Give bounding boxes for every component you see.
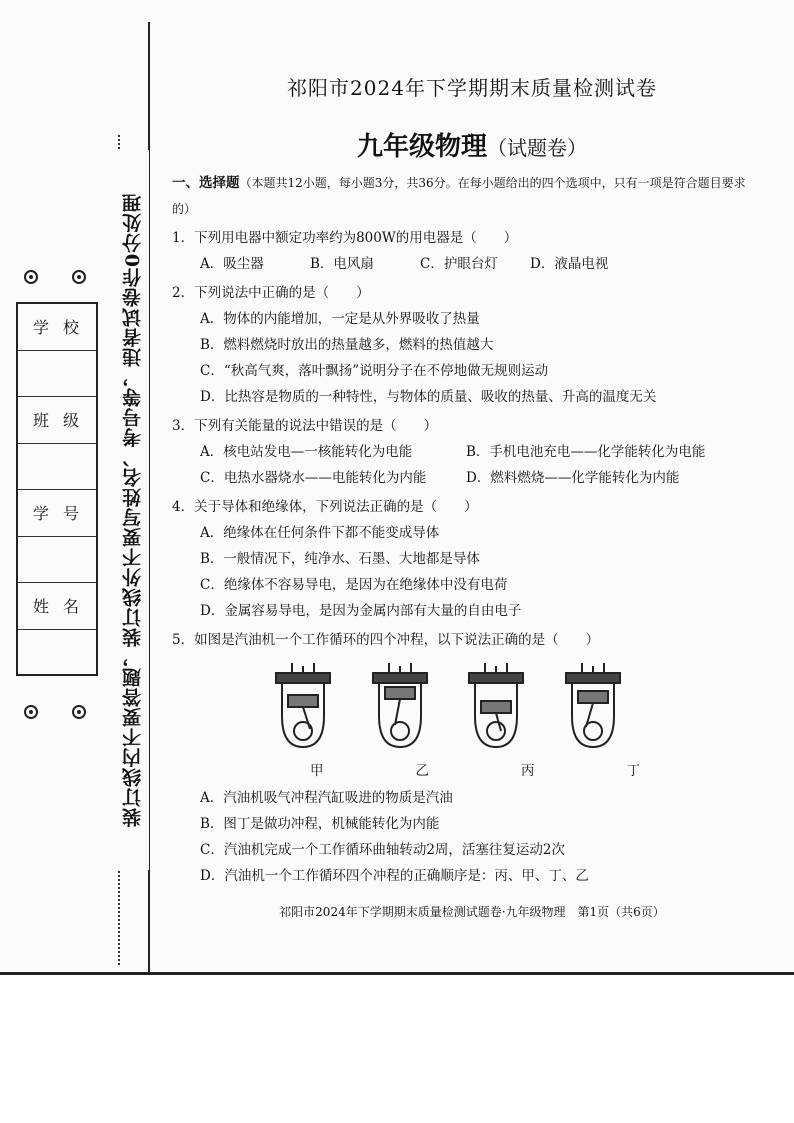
figure-captions bbox=[310, 761, 640, 781]
student-info-table bbox=[16, 302, 98, 676]
option: C．汽油机完成一个工作循环曲轴转动2周，活塞往复运动2次 bbox=[200, 842, 566, 858]
option: D．比热容是物质的一种特性，与物体的质量、吸收的热量、升高的温度无关 bbox=[200, 389, 657, 405]
engine-diagram-power bbox=[461, 661, 531, 751]
figure-label: 丁 bbox=[626, 763, 640, 779]
option: D．汽油机一个工作循环四个冲程的正确顺序是：丙、甲、丁、乙 bbox=[200, 868, 589, 884]
engine-diagram-compression bbox=[365, 661, 435, 751]
info-blank[interactable] bbox=[18, 444, 96, 491]
subject-name: 九年级物理 bbox=[356, 132, 487, 162]
option: B．燃料燃烧时放出的热量越多，燃料的热值越大 bbox=[200, 337, 494, 353]
option: B．一般情况下，纯净水、石墨、大地都是导体 bbox=[200, 551, 480, 567]
figure-label: 丙 bbox=[521, 763, 535, 779]
option: A．绝缘体在任何条件下都不能变成导体 bbox=[200, 525, 440, 541]
info-blank[interactable] bbox=[18, 630, 96, 677]
question-stem: 4．关于导体和绝缘体，下列说法正确的是（ ） bbox=[172, 499, 478, 515]
info-label-class: 班级 bbox=[18, 397, 96, 444]
question-stem: 1．下列用电器中额定功率约为800W的用电器是（ ） bbox=[172, 230, 518, 246]
questions-area bbox=[172, 170, 752, 889]
exam-subtitle bbox=[150, 126, 794, 163]
info-blank[interactable] bbox=[18, 537, 96, 584]
figure-label: 乙 bbox=[415, 763, 429, 779]
binding-hole-icon bbox=[72, 705, 86, 719]
engine-diagram-exhaust bbox=[558, 661, 628, 751]
binding-hole-icon bbox=[24, 270, 38, 284]
option: A．吸尘器 bbox=[200, 256, 264, 272]
option: D．燃料燃烧——化学能转化为内能 bbox=[466, 470, 680, 486]
options-row bbox=[172, 251, 752, 277]
option: D．液晶电视 bbox=[530, 256, 609, 272]
options-row bbox=[172, 465, 752, 491]
option: D．金属容易导电，是因为金属内部有大量的自由电子 bbox=[200, 603, 522, 619]
option: B．手机电池充电——化学能转化为电能 bbox=[466, 444, 706, 460]
option: B．图丁是做功冲程，机械能转化为内能 bbox=[200, 816, 440, 832]
option: C．电热水器烧水——电能转化为内能 bbox=[200, 470, 427, 486]
info-label-student-number: 学号 bbox=[18, 490, 96, 537]
question-stem: 5．如图是汽油机一个工作循环的四个冲程，以下说法正确的是（ ） bbox=[172, 632, 600, 648]
section-instructions: （本题共12小题，每小题3分，共36分。在每小题给出的四个选项中，只有一项是符合题目要求的） bbox=[172, 176, 746, 216]
option: C．绝缘体不容易导电，是因为在绝缘体中没有电荷 bbox=[200, 577, 508, 593]
sheet-edge bbox=[0, 972, 794, 975]
question-stem: 3．下列有关能量的说法中错误的是（ ） bbox=[172, 418, 438, 434]
section-heading: 一、选择题（本题共12小题，每小题3分，共36分。在每小题给出的四个选项中，只有一项是符合题目要求的） bbox=[172, 175, 746, 216]
engine-diagram-intake bbox=[268, 661, 338, 751]
binding-warning-text: 装订线内不要答题，装订线外不要写姓名、考号等，违者试卷作0分处理 bbox=[117, 150, 149, 870]
info-label-name: 姓名 bbox=[18, 583, 96, 630]
paper-type: （试题卷） bbox=[487, 136, 587, 160]
figure-label: 甲 bbox=[310, 763, 324, 779]
option: C．“秋高气爽，落叶飘扬”说明分子在不停地做无规则运动 bbox=[200, 363, 549, 379]
exam-title: 祁阳市2024年下学期期末质量检测试卷 bbox=[287, 76, 657, 100]
option: A．物体的内能增加，一定是从外界吸收了热量 bbox=[200, 311, 480, 327]
options-row bbox=[172, 439, 752, 465]
option: C．护眼台灯 bbox=[420, 256, 498, 272]
page-footer: 祁阳市2024年下学期期末质量检测试题卷·九年级物理 第1页（共6页） bbox=[279, 905, 665, 919]
question-stem: 2．下列说法中正确的是（ ） bbox=[172, 285, 370, 301]
binding-hole-icon bbox=[24, 705, 38, 719]
info-blank[interactable] bbox=[18, 351, 96, 398]
option: A．核电站发电—一核能转化为电能 bbox=[200, 444, 413, 460]
info-label-school: 学校 bbox=[18, 304, 96, 351]
binding-hole-icon bbox=[72, 270, 86, 284]
option: A．汽油机吸气冲程汽缸吸进的物质是汽油 bbox=[200, 790, 453, 806]
option: B．电风扇 bbox=[310, 256, 374, 272]
engine-strokes-figure bbox=[268, 661, 628, 751]
